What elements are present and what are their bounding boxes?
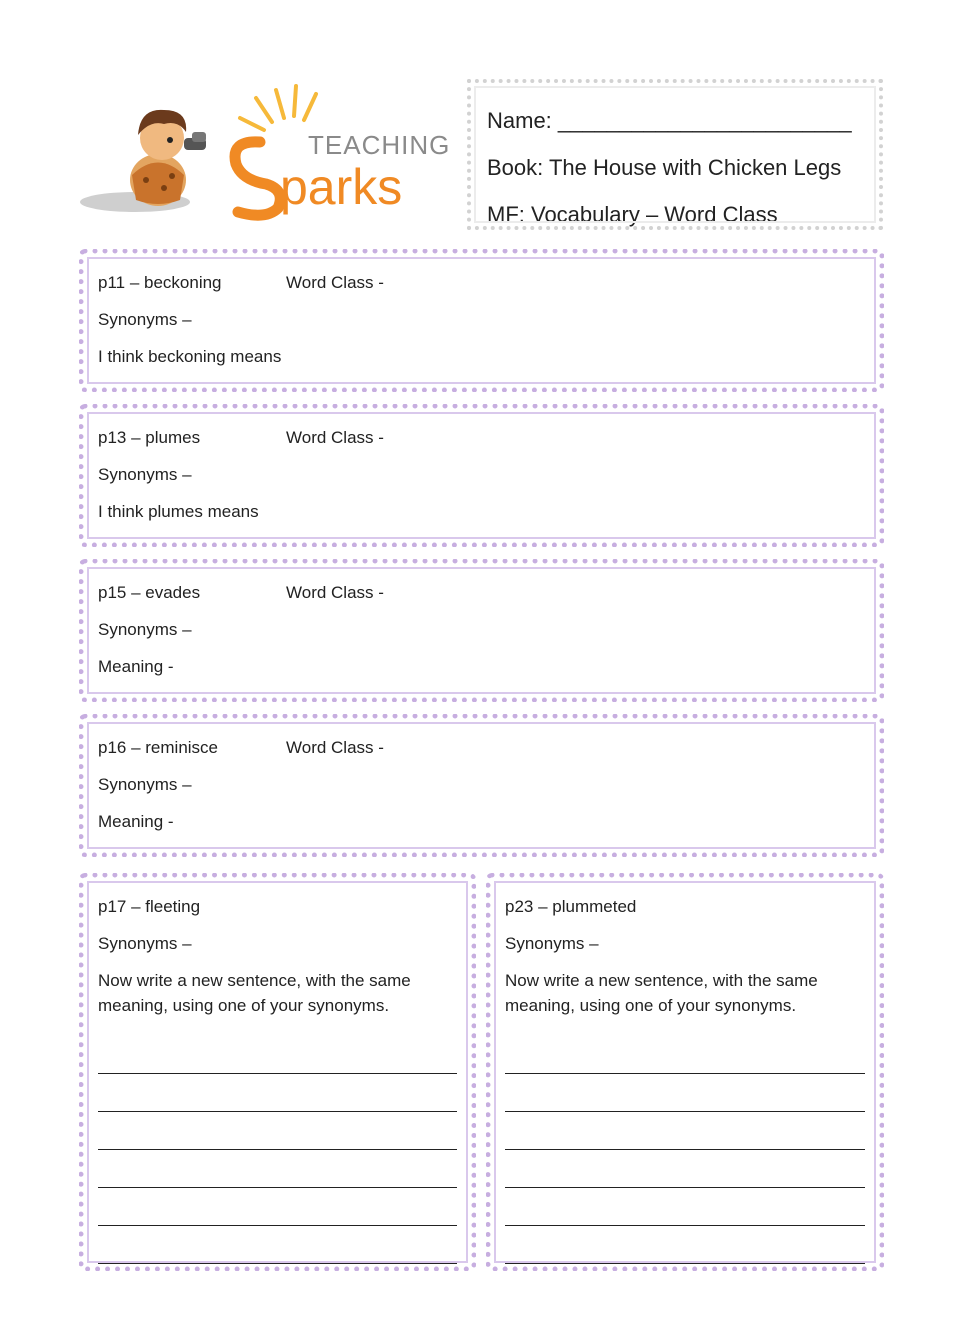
- teaching-sparks-logo: [80, 80, 450, 225]
- vocab-word: p15 – evades: [98, 583, 201, 602]
- logo-sparks-text: parks: [280, 159, 403, 215]
- vocab-word: p13 – plumes: [98, 428, 201, 447]
- synonyms-field[interactable]: Synonyms –: [98, 934, 192, 953]
- writing-line[interactable]: [505, 1150, 865, 1188]
- sentence-card-fleeting: [79, 873, 476, 1271]
- meaning-field[interactable]: Meaning -: [98, 812, 174, 831]
- vocab-card-plumes: [79, 404, 884, 547]
- word-class-field[interactable]: Word Class -: [286, 273, 384, 292]
- word-class-field[interactable]: Word Class -: [286, 428, 384, 447]
- word-class-field[interactable]: Word Class -: [286, 738, 384, 757]
- vocab-word: p11 – beckoning: [98, 273, 222, 292]
- meaning-field[interactable]: Meaning -: [98, 657, 174, 676]
- writing-line[interactable]: [505, 1074, 865, 1112]
- book-title: Book: The House with Chicken Legs: [487, 155, 842, 180]
- writing-line[interactable]: [98, 1074, 457, 1112]
- meaning-field[interactable]: I think plumes means: [98, 502, 259, 521]
- sentence-instruction: Now write a new sentence, with the same meaning, using one of your synonyms.: [505, 971, 818, 1015]
- vocab-card-evades: [79, 559, 884, 702]
- writing-line[interactable]: [505, 1226, 865, 1264]
- writing-line[interactable]: [98, 1188, 457, 1226]
- sentence-card-plummeted: [486, 873, 884, 1271]
- synonyms-field[interactable]: Synonyms –: [505, 934, 599, 953]
- synonyms-field[interactable]: Synonyms –: [98, 310, 192, 329]
- word-class-field[interactable]: Word Class -: [286, 583, 384, 602]
- student-info-box: [467, 79, 883, 230]
- caveman-mascot-icon: [80, 80, 450, 225]
- vocab-word: p17 – fleeting: [98, 897, 201, 916]
- vocab-word: p16 – reminisce: [98, 738, 219, 757]
- worksheet-title: MF: Vocabulary – Word Class: [487, 202, 778, 227]
- logo-teaching-text: TEACHING: [308, 130, 450, 160]
- writing-line[interactable]: [98, 1036, 457, 1074]
- vocab-word: p23 – plummeted: [505, 897, 637, 916]
- writing-line[interactable]: [98, 1150, 457, 1188]
- synonyms-field[interactable]: Synonyms –: [98, 465, 192, 484]
- sentence-instruction: Now write a new sentence, with the same meaning, using one of your synonyms.: [98, 971, 411, 1015]
- writing-line[interactable]: [98, 1226, 457, 1264]
- writing-line[interactable]: [505, 1188, 865, 1226]
- synonyms-field[interactable]: Synonyms –: [98, 620, 192, 639]
- vocab-card-reminisce: [79, 714, 884, 857]
- writing-line[interactable]: [505, 1112, 865, 1150]
- vocab-card-beckoning: [79, 249, 884, 392]
- writing-line[interactable]: [505, 1036, 865, 1074]
- name-field[interactable]: Name: ________________________: [487, 108, 852, 133]
- writing-line[interactable]: [98, 1112, 457, 1150]
- synonyms-field[interactable]: Synonyms –: [98, 775, 192, 794]
- meaning-field[interactable]: I think beckoning means: [98, 347, 282, 366]
